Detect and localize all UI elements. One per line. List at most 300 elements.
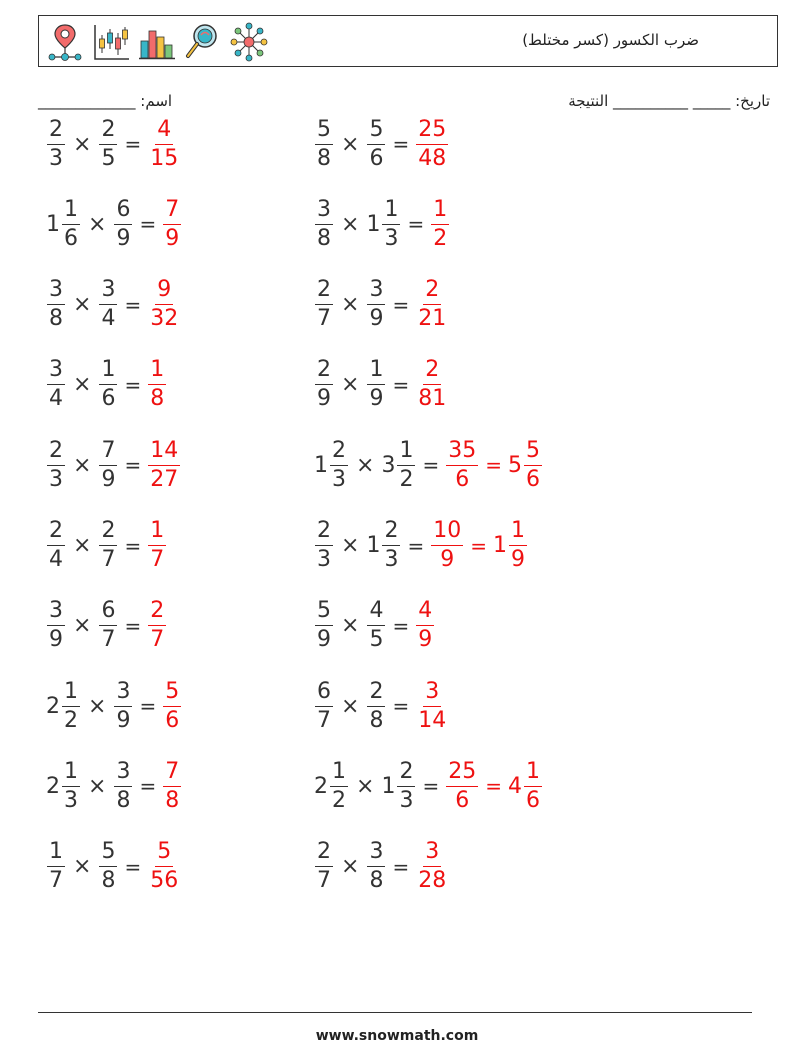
- first-operand: [46, 359, 66, 410]
- denominator: 8: [317, 145, 331, 171]
- fraction: [524, 758, 542, 813]
- fraction: [47, 279, 65, 330]
- answer: [162, 678, 182, 733]
- first-operand: [46, 116, 66, 171]
- first-operand: [46, 678, 81, 733]
- fraction: [367, 600, 385, 651]
- denominator: 6: [525, 466, 540, 492]
- numerator: 7: [163, 199, 181, 225]
- times-sign: ×: [341, 533, 360, 558]
- second-operand: [98, 359, 118, 410]
- equals-sign: =: [124, 453, 142, 478]
- whole-number: 1: [46, 211, 60, 237]
- problem-item: [46, 516, 167, 576]
- answer-fraction: [163, 196, 181, 251]
- problem-item: [314, 676, 449, 736]
- answer-fraction: [431, 520, 463, 571]
- answer: [147, 600, 167, 651]
- numerator: 10: [431, 520, 463, 546]
- fraction: [315, 678, 333, 733]
- denominator: 9: [101, 466, 116, 492]
- problem-item: [46, 756, 182, 816]
- equals-sign: =: [392, 854, 410, 879]
- equals-sign: =: [407, 533, 425, 558]
- numerator: 2: [315, 520, 333, 546]
- problem-item: [46, 355, 167, 415]
- answer-fraction: [416, 116, 448, 171]
- denominator: 6: [101, 386, 116, 412]
- problem-item: [46, 194, 182, 254]
- numerator: 2: [382, 520, 400, 546]
- whole-number: 3: [381, 452, 396, 478]
- numerator: 3: [423, 841, 441, 867]
- denominator: 8: [49, 306, 63, 332]
- denominator: 3: [384, 547, 399, 572]
- denominator: 3: [332, 466, 346, 492]
- second-operand: [366, 678, 386, 733]
- fraction: [47, 841, 65, 892]
- answer: [147, 437, 181, 492]
- header-icons: [45, 21, 269, 63]
- numerator: 1: [47, 841, 65, 867]
- numerator: 2: [315, 279, 333, 305]
- answer: [147, 279, 181, 330]
- fraction: [47, 600, 65, 651]
- second-operand: [366, 279, 386, 330]
- denominator: 6: [64, 225, 78, 251]
- second-operand: [98, 600, 118, 651]
- problem-item: [46, 837, 181, 897]
- denominator: 3: [49, 466, 63, 492]
- fraction: [315, 359, 333, 410]
- first-operand: [46, 600, 66, 651]
- denominator: 9: [116, 707, 131, 733]
- second-operand: [113, 196, 133, 251]
- times-sign: ×: [88, 773, 107, 799]
- answer: [445, 758, 543, 813]
- numerator: 2: [47, 440, 65, 466]
- denominator: 7: [150, 627, 165, 653]
- footer-divider: [38, 1012, 752, 1013]
- whole-number: 1: [366, 211, 381, 237]
- denominator: 7: [49, 868, 63, 894]
- date-label: تاريخ:: [735, 92, 770, 110]
- numerator: 2: [99, 520, 117, 546]
- name-blank: _____________: [38, 92, 136, 110]
- denominator: 6: [455, 466, 470, 492]
- equals-sign: =: [139, 774, 157, 799]
- denominator: 32: [150, 306, 179, 332]
- answer: [430, 196, 450, 251]
- denominator: 7: [317, 306, 331, 332]
- answer: [415, 279, 449, 330]
- equals-sign: =: [124, 854, 142, 879]
- numerator: 5: [99, 841, 117, 867]
- numerator: 2: [315, 359, 333, 385]
- denominator: 3: [317, 547, 331, 572]
- equals-sign: =: [124, 372, 142, 397]
- equals-sign: =: [407, 212, 425, 237]
- problem-item: [314, 275, 449, 335]
- times-sign: ×: [73, 131, 92, 157]
- times-sign: ×: [356, 773, 375, 799]
- numerator: 2: [47, 520, 65, 546]
- fraction: [99, 437, 117, 492]
- whole-number: 1: [492, 533, 507, 558]
- fraction: [114, 678, 132, 733]
- numerator: 4: [155, 119, 173, 145]
- answer-fraction: [148, 841, 180, 892]
- second-operand: [98, 520, 118, 571]
- numerator: 6: [114, 199, 132, 225]
- problem-item: [314, 355, 449, 415]
- whole-number: 2: [314, 773, 328, 799]
- second-operand: [98, 279, 118, 330]
- answer-fraction: [148, 359, 166, 410]
- fraction: [47, 359, 65, 410]
- numerator: 6: [99, 600, 117, 626]
- numerator: 6: [315, 681, 333, 707]
- fraction: [382, 520, 400, 571]
- answer: [415, 359, 449, 410]
- equals-sign: =: [139, 694, 157, 719]
- denominator: 56: [150, 868, 179, 894]
- fraction: [330, 437, 348, 492]
- numerator: 5: [367, 119, 385, 145]
- first-operand: [314, 196, 334, 251]
- numerator: 1: [330, 761, 348, 787]
- numerator: 25: [416, 119, 448, 145]
- numerator: 2: [397, 761, 415, 787]
- answer: [445, 437, 543, 492]
- equals-sign: =: [392, 372, 410, 397]
- numerator: 1: [524, 761, 542, 787]
- denominator: 6: [525, 787, 540, 813]
- fraction: [47, 437, 65, 492]
- fraction: [99, 600, 117, 651]
- first-operand: [314, 600, 334, 651]
- answer: [147, 841, 181, 892]
- equals-sign: =: [124, 292, 142, 317]
- denominator: 9: [369, 306, 384, 332]
- denominator: 2: [399, 466, 414, 492]
- denominator: 27: [150, 466, 179, 492]
- equals-sign: =: [470, 533, 487, 558]
- fraction: [315, 279, 333, 330]
- problem-item: [314, 435, 543, 495]
- numerator: 5: [315, 119, 333, 145]
- numerator: 1: [62, 681, 80, 707]
- numerator: 3: [367, 841, 385, 867]
- equals-sign: =: [485, 453, 502, 478]
- first-operand: [46, 520, 66, 571]
- equals-sign: =: [139, 212, 157, 237]
- times-sign: ×: [341, 372, 360, 398]
- second-operand: [113, 758, 133, 813]
- numerator: 2: [47, 119, 65, 145]
- fraction: [367, 359, 385, 410]
- answer-fraction: [446, 758, 478, 813]
- denominator: 3: [384, 225, 399, 251]
- numerator: 2: [423, 279, 441, 305]
- denominator: 7: [317, 868, 331, 894]
- answer: [147, 116, 181, 171]
- denominator: 14: [418, 707, 447, 733]
- fraction: [367, 279, 385, 330]
- fraction: [330, 758, 348, 813]
- numerator: 25: [446, 761, 478, 787]
- times-sign: ×: [73, 292, 92, 318]
- denominator: 6: [369, 145, 384, 171]
- numerator: 1: [509, 520, 527, 546]
- first-operand: [46, 279, 66, 330]
- denominator: 4: [49, 547, 63, 572]
- times-sign: ×: [88, 693, 107, 719]
- footer-url: www.snowmath.com: [315, 1028, 479, 1044]
- whole-number: 1: [366, 533, 381, 558]
- times-sign: ×: [88, 211, 107, 237]
- times-sign: ×: [341, 613, 360, 639]
- numerator: 1: [148, 359, 166, 385]
- answer-fraction: [148, 116, 180, 171]
- denominator: 9: [317, 386, 331, 412]
- numerator: 14: [148, 440, 180, 466]
- fraction: [315, 520, 333, 571]
- denominator: 81: [418, 386, 447, 412]
- numerator: 1: [382, 199, 400, 225]
- second-operand: [366, 359, 386, 410]
- second-operand: [381, 758, 416, 813]
- denominator: 7: [150, 547, 165, 572]
- date-blank: _____: [692, 92, 731, 110]
- denominator: 8: [317, 225, 331, 251]
- numerator: 3: [315, 199, 333, 225]
- numerator: 35: [446, 440, 478, 466]
- numerator: 1: [148, 520, 166, 546]
- fraction: [47, 520, 65, 571]
- numerator: 2: [423, 359, 441, 385]
- numerator: 3: [47, 359, 65, 385]
- whole-number: 5: [507, 452, 522, 478]
- problem-item: [314, 756, 543, 816]
- times-sign: ×: [356, 452, 375, 478]
- denominator: 8: [369, 868, 384, 894]
- equals-sign: =: [422, 453, 440, 478]
- answer-mixed-number: [507, 758, 543, 813]
- denominator: 9: [317, 627, 331, 653]
- answer: [415, 841, 449, 892]
- answer-fraction: [446, 437, 478, 492]
- numerator: 1: [99, 359, 117, 385]
- problem-item: [314, 596, 435, 656]
- second-operand: [366, 196, 401, 251]
- equals-sign: =: [392, 694, 410, 719]
- name-field: [38, 92, 172, 110]
- first-operand: [314, 841, 334, 892]
- result-label: النتيجة: [568, 92, 609, 110]
- answer-mixed-number: [507, 437, 543, 492]
- whole-number: 1: [314, 452, 328, 478]
- numerator: 2: [315, 841, 333, 867]
- first-operand: [46, 841, 66, 892]
- denominator: 9: [369, 386, 384, 412]
- denominator: 9: [165, 225, 180, 251]
- fraction: [315, 600, 333, 651]
- denominator: 7: [101, 627, 116, 653]
- whole-number: 2: [46, 773, 60, 799]
- denominator: 15: [150, 145, 179, 171]
- denominator: 6: [165, 707, 180, 733]
- answer: [430, 520, 528, 571]
- first-operand: [314, 520, 334, 571]
- numerator: 5: [315, 600, 333, 626]
- denominator: 3: [399, 787, 414, 813]
- denominator: 21: [418, 306, 447, 332]
- equals-sign: =: [124, 613, 142, 638]
- numerator: 3: [423, 681, 441, 707]
- times-sign: ×: [73, 854, 92, 880]
- fraction: [382, 196, 400, 251]
- numerator: 3: [99, 279, 117, 305]
- result-blank: __________: [613, 92, 689, 110]
- numerator: 1: [431, 199, 449, 225]
- answer-fraction: [416, 279, 448, 330]
- equals-sign: =: [124, 132, 142, 156]
- equals-sign: =: [392, 292, 410, 317]
- fraction: [99, 841, 117, 892]
- first-operand: [46, 196, 81, 251]
- equals-sign: =: [485, 774, 502, 799]
- bar-chart-icon: [137, 21, 177, 63]
- denominator: 9: [510, 547, 525, 572]
- numerator: 7: [99, 440, 117, 466]
- name-label: اسم:: [140, 92, 173, 110]
- answer-fraction: [148, 520, 166, 571]
- answer-fraction: [163, 758, 181, 813]
- times-sign: ×: [73, 452, 92, 478]
- second-operand: [381, 437, 416, 492]
- denominator: 9: [49, 627, 63, 653]
- numerator: 2: [367, 681, 385, 707]
- network-icon: [229, 21, 269, 63]
- denominator: 9: [116, 225, 131, 251]
- numerator: 2: [148, 600, 166, 626]
- answer: [415, 678, 449, 733]
- numerator: 4: [416, 600, 434, 626]
- numerator: 5: [163, 681, 181, 707]
- fraction: [62, 758, 80, 813]
- fraction: [367, 116, 385, 171]
- second-operand: [98, 116, 118, 171]
- answer: [415, 600, 435, 651]
- numerator: 1: [62, 761, 80, 787]
- second-operand: [366, 841, 386, 892]
- numerator: 3: [114, 761, 132, 787]
- worksheet-title: ضرب الكسور (كسر مختلط): [522, 31, 699, 49]
- numerator: 2: [330, 440, 348, 466]
- fraction: [367, 841, 385, 892]
- first-operand: [314, 116, 334, 171]
- denominator: 48: [418, 145, 447, 171]
- second-operand: [98, 841, 118, 892]
- denominator: 7: [317, 707, 331, 733]
- answer-fraction: [416, 359, 448, 410]
- problem-item: [46, 275, 181, 335]
- numerator: 2: [99, 119, 117, 145]
- answer-fraction: [148, 279, 180, 330]
- problem-item: [314, 194, 450, 254]
- numerator: 9: [155, 279, 173, 305]
- denominator: 8: [150, 386, 165, 412]
- location-pin-icon: [45, 21, 85, 63]
- fraction: [99, 520, 117, 571]
- fraction: [367, 678, 385, 733]
- candlestick-chart-icon: [91, 21, 131, 63]
- fraction: [315, 116, 333, 171]
- denominator: 3: [49, 145, 63, 171]
- answer-fraction: [148, 437, 180, 492]
- second-operand: [366, 116, 386, 171]
- magnifier-icon: [183, 21, 223, 63]
- denominator: 4: [101, 306, 116, 332]
- denominator: 8: [101, 868, 116, 894]
- answer-fraction: [416, 600, 434, 651]
- first-operand: [314, 279, 334, 330]
- denominator: 2: [64, 707, 78, 733]
- date-result-field: [568, 92, 770, 110]
- numerator: 3: [47, 600, 65, 626]
- header-box: [38, 15, 778, 67]
- numerator: 1: [397, 440, 415, 466]
- fraction: [397, 437, 415, 492]
- denominator: 6: [455, 787, 470, 813]
- fraction: [62, 196, 80, 251]
- fraction: [99, 279, 117, 330]
- denominator: 2: [332, 787, 346, 813]
- times-sign: ×: [341, 854, 360, 880]
- times-sign: ×: [341, 211, 360, 237]
- denominator: 9: [440, 547, 455, 572]
- answer: [147, 520, 167, 571]
- problem-item: [46, 435, 181, 495]
- first-operand: [314, 678, 334, 733]
- answer: [415, 116, 449, 171]
- denominator: 8: [369, 707, 384, 733]
- numerator: 3: [47, 279, 65, 305]
- whole-number: 2: [46, 693, 60, 719]
- first-operand: [46, 437, 66, 492]
- fraction: [114, 758, 132, 813]
- denominator: 7: [101, 547, 116, 572]
- second-operand: [113, 678, 133, 733]
- first-operand: [46, 758, 81, 813]
- numerator: 3: [367, 279, 385, 305]
- answer: [147, 359, 167, 410]
- times-sign: ×: [73, 372, 92, 398]
- times-sign: ×: [341, 131, 360, 157]
- denominator: 9: [418, 627, 433, 653]
- denominator: 5: [369, 627, 384, 653]
- fraction: [524, 437, 542, 492]
- problem-item: [46, 676, 182, 736]
- numerator: 1: [62, 199, 80, 225]
- fraction: [99, 359, 117, 410]
- fraction: [62, 678, 80, 733]
- second-operand: [366, 600, 386, 651]
- problem-item: [314, 837, 449, 897]
- first-operand: [314, 359, 334, 410]
- denominator: 28: [418, 868, 447, 894]
